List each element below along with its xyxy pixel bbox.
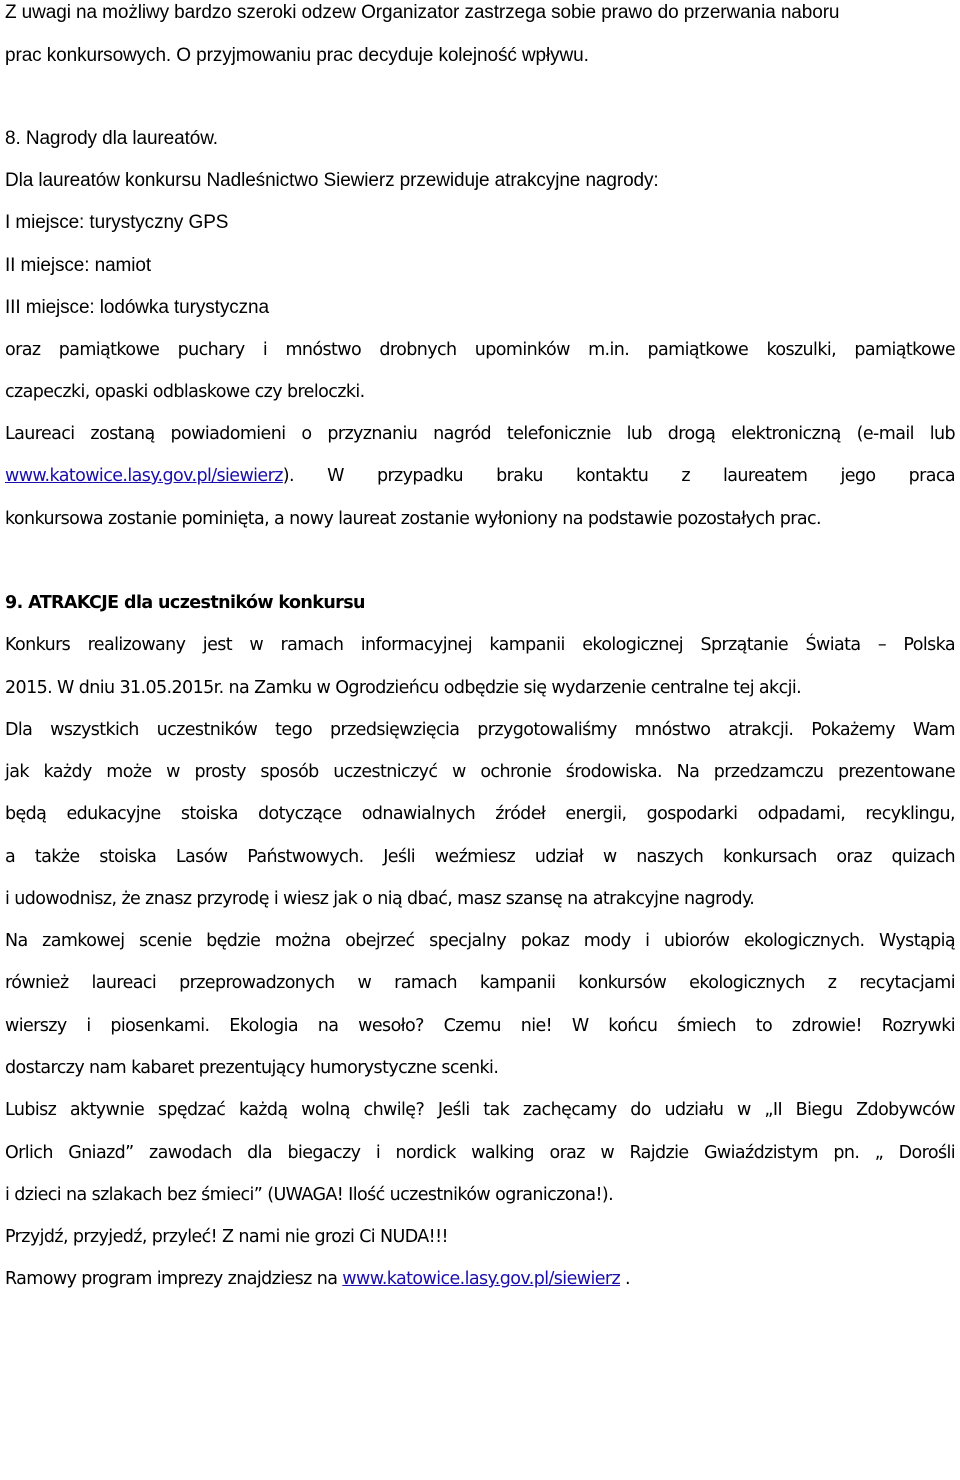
siewierz-link[interactable]: www.katowice.lasy.gov.pl/siewierz xyxy=(5,466,283,486)
attractions-line-8: Na zamkowej scenie będzie można obejrzeć specjalny pokaz mody i ubiorów ekologicznych. Wystąpią xyxy=(5,931,955,951)
section-8-heading: 8. Nagrody dla laureatów. xyxy=(5,128,218,149)
attractions-line-5: będą edukacyjne stoiska dotyczące odnawialnych źródeł energii, gospodarki odpadami, recyklingu, xyxy=(5,804,955,824)
extra-prizes-line-2: czapeczki, opaski odblaskowe czy breloczki. xyxy=(5,382,365,402)
attractions-line-9: również laureaci przeprowadzonych w ramach kampanii konkursów ekologicznych z recytacjami xyxy=(5,973,955,993)
attractions-line-11: dostarczy nam kabaret prezentujący humorystyczne scenki. xyxy=(5,1058,499,1078)
section-8-lead: Dla laureatów konkursu Nadleśnictwo Siewierz przewiduje atrakcyjne nagrody: xyxy=(5,170,659,191)
program-suffix: . xyxy=(620,1269,630,1289)
attractions-line-15: Przyjdź, przyjedź, przyleć! Z nami nie grozi Ci NUDA!!! xyxy=(5,1227,448,1247)
program-link[interactable]: www.katowice.lasy.gov.pl/siewierz xyxy=(342,1269,621,1289)
intro-line-1: Z uwagi na możliwy bardzo szeroki odzew Organizator zastrzega sobie prawo do przerwania naboru xyxy=(5,2,840,23)
prize-third-place: III miejsce: lodówka turystyczna xyxy=(5,297,269,318)
extra-prizes-line-1: oraz pamiątkowe puchary i mnóstwo drobnych upominków m.in. pamiątkowe koszulki, pamiątkowe xyxy=(5,340,955,360)
attractions-line-10: wierszy i piosenkami. Ekologia na wesoło? Czemu nie! W końcu śmiech to zdrowie! Rozrywki xyxy=(5,1016,955,1036)
notify-line-1: Laureaci zostaną powiadomieni o przyznaniu nagród telefonicznie lub drogą elektroniczną (e-mail lub xyxy=(5,424,955,444)
intro-line-2: prac konkursowych. O przyjmowaniu prac decyduje kolejność wpływu. xyxy=(5,45,589,66)
attractions-line-4: jak każdy może w prosty sposób uczestniczyć w ochronie środowiska. Na przedzamczu prezentowane xyxy=(5,762,955,782)
attractions-line-3: Dla wszystkich uczestników tego przedsięwzięcia przygotowaliśmy mnóstwo atrakcji. Pokażemy Wam xyxy=(5,720,955,740)
notify-line-2-rest: ). W przypadku braku kontaktu z laureatem jego praca xyxy=(282,466,955,486)
program-prefix: Ramowy program imprezy znajdziesz na xyxy=(5,1269,343,1289)
section-9-heading: 9. ATRAKCJE dla uczestników konkursu xyxy=(5,593,365,613)
prize-first-place: I miejsce: turystyczny GPS xyxy=(5,212,229,233)
attractions-line-1: Konkurs realizowany jest w ramach informacyjnej kampanii ekologicznej Sprzątanie Świata – Polska xyxy=(5,635,955,655)
notify-line-3: konkursowa zostanie pominięta, a nowy laureat zostanie wyłoniony na podstawie pozostałych prac. xyxy=(5,509,822,529)
notify-line-2 xyxy=(5,466,955,486)
attractions-line-6: a także stoiska Lasów Państwowych. Jeśli weźmiesz udział w naszych konkursach oraz quizach xyxy=(5,847,955,867)
prize-second-place: II miejsce: namiot xyxy=(5,255,152,276)
attractions-line-7: i udowodnisz, że znasz przyrodę i wiesz jak o nią dbać, masz szansę na atrakcyjne nagrody. xyxy=(5,889,755,909)
attractions-line-14: i dzieci na szlakach bez śmieci” (UWAGA! Ilość uczestników ograniczona!). xyxy=(5,1185,614,1205)
attractions-line-13: Orlich Gniazd” zawodach dla biegaczy i nordick walking oraz w Rajdzie Gwiaździstym pn. „ Dorośli xyxy=(5,1143,955,1163)
attractions-line-2: 2015. W dniu 31.05.2015r. na Zamku w Ogrodzieńcu odbędzie się wydarzenie centralne tej akcji. xyxy=(5,678,802,698)
attractions-line-12: Lubisz aktywnie spędzać każdą wolną chwilę? Jeśli tak zachęcamy do udziału w „II Biegu Zdobywców xyxy=(5,1100,955,1120)
program-line xyxy=(5,1269,630,1289)
